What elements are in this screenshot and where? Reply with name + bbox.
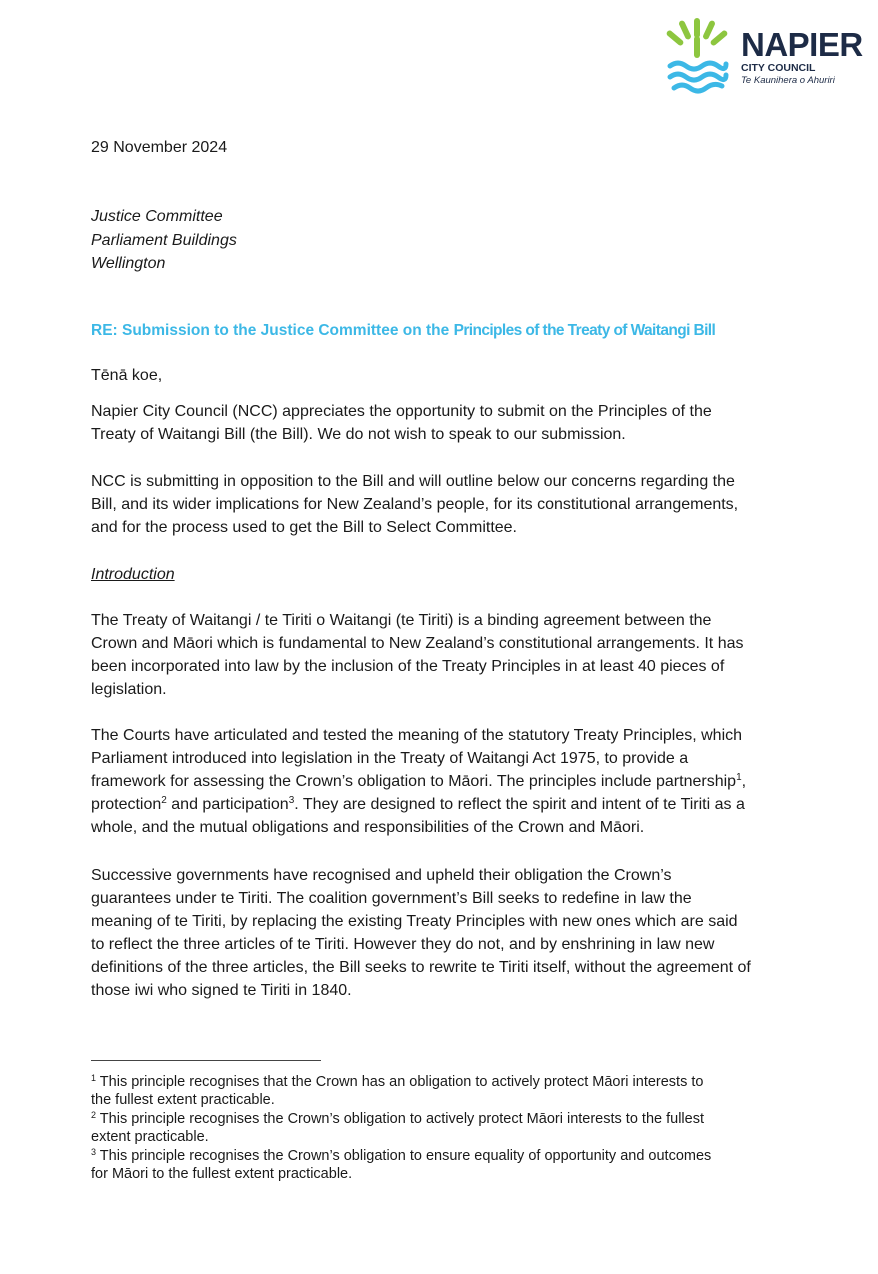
address-line: Parliament Buildings [91,232,237,249]
footnote [91,1110,704,1128]
paragraph-line: Crown and Māori which is fundamental to New Zealand’s constitutional arrangements. It has [91,635,744,652]
footnote-text: This principle recognises the Crown’s obligation to ensure equality of opportunity and outcomes [99,1148,712,1164]
letter-date: 29 November 2024 [91,139,228,156]
footnote-separator [91,1060,321,1061]
footnote-ref: 2 [161,795,167,806]
paragraph-line: meaning of te Tiriti, by replacing the existing Treaty Principles with new ones which are said [91,913,738,930]
paragraph-line: The Courts have articulated and tested the meaning of the statutory Treaty Principles, which [91,727,743,744]
paragraph-line: guarantees under te Tiriti. The coalition government’s Bill seeks to redefine in law the [91,890,692,907]
footnote-line: the fullest extent practicable. [91,1092,275,1108]
address-line: Justice Committee [91,208,223,225]
footnote-text: This principle recognises that the Crown has an obligation to actively protect Māori interests to [99,1074,704,1090]
logo-emblem-icon [664,14,734,98]
paragraph-line: to reflect the three articles of te Tiriti. However they do not, and by enshrining in law new [91,936,715,953]
logo-name: NAPIER [741,26,863,63]
paragraph-line: whole, and the mutual obligations and responsibilities of the Crown and Māori. [91,819,645,836]
section-heading: Introduction [91,566,175,583]
paragraph-line: definitions of the three articles, the Bill seeks to rewrite te Tiriti itself, without the agreement of [91,959,751,976]
footnote-line: extent practicable. [91,1129,209,1145]
paragraph-line: The Treaty of Waitangi / te Tiriti o Waitangi (te Tiriti) is a binding agreement between the [91,612,712,629]
paragraph-text: and participation [166,796,289,813]
logo-maori-name: Te Kaunihera o Ahuriri [741,75,835,86]
paragraph-line [91,770,746,793]
subject-line [91,319,715,342]
paragraph-line: Successive governments have recognised and upheld their obligation the Crown’s [91,867,672,884]
footnote-ref: 3 [288,795,295,806]
paragraph-text: . They are designed to reflect the spirit and intent of te Tiriti as a [294,796,745,813]
paragraph-line: Bill, and its wider implications for New Zealand’s people, for its constitutional arrangements, [91,496,739,513]
paragraph-line: Parliament introduced into legislation in the Treaty of Waitangi Act 1975, to provide a [91,750,689,767]
paragraph-line: those iwi who signed te Tiriti in 1840. [91,982,352,999]
footnote [91,1147,711,1165]
paragraph-line: and for the process used to get the Bill to Select Committee. [91,519,517,536]
greeting: Tēnā koe, [91,367,163,384]
footnote-number: 2 [91,1110,97,1120]
footnote-number: 1 [91,1073,97,1083]
paragraph-line [91,793,745,816]
paragraph-line: NCC is submitting in opposition to the Bill and will outline below our concerns regarding the [91,473,735,490]
footnote [91,1073,703,1091]
paragraph-line: Treaty of Waitangi Bill (the Bill). We do not wish to speak to our submission. [91,426,626,443]
subject-prefix: RE: Submission to the Justice Committee on the [91,322,454,339]
subject-bill-name: Principles of the Treaty of Waitangi Bill [453,322,716,339]
footnote-ref: 1 [736,772,742,783]
paragraph-line: been incorporated into law by the inclusion of the Treaty Principles in at least 40 pieces of [91,658,725,675]
paragraph-text: protection [91,796,162,813]
paragraph-text: , [741,773,747,790]
paragraph-text: framework for assessing the Crown’s obligation to Māori. The principles include partnership [91,773,737,790]
paragraph-line: Napier City Council (NCC) appreciates the opportunity to submit on the Principles of the [91,403,712,420]
footnote-number: 3 [91,1147,97,1157]
address-line: Wellington [91,255,166,272]
footnote-line: for Māori to the fullest extent practicable. [91,1166,353,1182]
logo-subtitle: CITY COUNCIL [741,62,816,74]
napier-city-council-logo [664,14,864,98]
paragraph-line: legislation. [91,681,167,698]
footnote-text: This principle recognises the Crown’s obligation to actively protect Māori interests to the fullest [99,1111,704,1127]
